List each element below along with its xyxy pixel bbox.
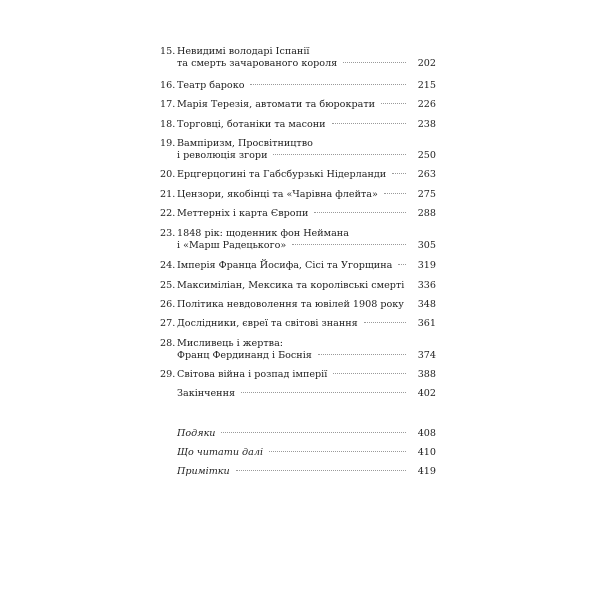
chapter-title-line: Максиміліан, Мексика та королівські смерті [177, 280, 405, 291]
page-number: 305 [417, 240, 436, 251]
chapter-number: 23. [160, 228, 176, 239]
chapter-title-last-line [177, 318, 412, 330]
backmatter-entry[interactable] [160, 466, 436, 478]
toc-entry[interactable] [160, 280, 436, 292]
dot-leader [292, 244, 406, 245]
chapter-number: 17. [160, 99, 176, 110]
page-number: 275 [417, 189, 436, 200]
chapter-title [177, 280, 412, 292]
dot-leader [384, 193, 406, 194]
chapter-number: 18. [160, 119, 176, 130]
chapter-title-last-line [177, 388, 412, 400]
toc-entry[interactable] [160, 169, 436, 181]
dot-leader [236, 470, 406, 471]
backmatter-line [177, 466, 412, 478]
page-number: 361 [417, 318, 436, 329]
chapter-title-line: Меттерніх і карта Європи [177, 208, 309, 219]
dot-leader [241, 392, 406, 393]
chapter-title [177, 80, 412, 92]
page-number: 319 [417, 260, 436, 271]
page-number: 374 [417, 350, 436, 361]
toc-entry[interactable] [160, 369, 436, 381]
backmatter-label: Що читати далі [177, 447, 264, 458]
toc-entry[interactable] [160, 299, 436, 311]
backmatter-entry[interactable] [160, 428, 436, 440]
chapter-number: 29. [160, 369, 176, 380]
chapter-title [177, 138, 412, 162]
backmatter-title [177, 428, 412, 440]
chapter-title [177, 299, 412, 311]
backmatter-line [177, 447, 412, 459]
chapter-number: 21. [160, 189, 176, 200]
backmatter-title [177, 466, 412, 478]
chapter-title-line: та смерть зачарованого короля [177, 58, 338, 69]
chapter-title-line: Ерцгерцогині та Габсбурзькі Нідерланди [177, 169, 387, 180]
backmatter-entry[interactable] [160, 447, 436, 459]
chapter-number: 26. [160, 299, 176, 310]
page-number: 402 [417, 388, 436, 399]
chapter-title-last-line [177, 280, 412, 292]
toc-entry[interactable] [160, 228, 436, 252]
dot-leader [269, 451, 406, 452]
chapter-title [177, 99, 412, 111]
toc-entry[interactable] [160, 260, 436, 272]
toc-entry[interactable] [160, 388, 436, 400]
chapter-title [177, 228, 412, 252]
chapter-number: 27. [160, 318, 176, 329]
chapter-title-last-line [177, 260, 412, 272]
chapter-number: 19. [160, 138, 176, 149]
chapter-title-line: Політика невдоволення та ювілей 1908 року [177, 299, 404, 310]
toc-entry[interactable] [160, 138, 436, 162]
page-number: 410 [417, 447, 436, 458]
dot-leader [364, 322, 406, 323]
chapter-number: 16. [160, 80, 176, 91]
chapter-title-last-line [177, 119, 412, 131]
toc-entry[interactable] [160, 46, 436, 70]
chapter-title-line: Франц Фердинанд і Боснія [177, 350, 312, 361]
dot-leader [318, 354, 406, 355]
page-number: 336 [417, 280, 436, 291]
chapter-title-line: Імперія Франца Йосифа, Сісі та Угорщина [177, 260, 393, 271]
chapter-title-line: Закінчення [177, 388, 236, 399]
chapter-title-line: Вампіризм, Просвітництво [177, 138, 313, 149]
chapter-title-last-line [177, 150, 412, 162]
backmatter-label: Примітки [177, 466, 230, 477]
toc-entry[interactable] [160, 318, 436, 330]
chapter-title-line: і «Марш Радецького» [177, 240, 287, 251]
chapter-title-last-line [177, 299, 412, 311]
chapter-title-line: Цензори, якобінці та «Чарівна флейта» [177, 189, 378, 200]
chapter-number: 15. [160, 46, 176, 57]
dot-leader [333, 373, 406, 374]
chapter-title-line: Торговці, ботаніки та масони [177, 119, 326, 130]
chapter-title-last-line [177, 189, 412, 201]
dot-leader [381, 103, 406, 104]
chapter-title [177, 119, 412, 131]
chapter-title [177, 189, 412, 201]
page-number: 408 [417, 428, 436, 439]
chapter-title-line: Марія Терезія, автомати та бюрократи [177, 99, 376, 110]
page-number: 419 [417, 466, 436, 477]
chapter-title-last-line [177, 240, 412, 252]
chapter-title-last-line [177, 208, 412, 220]
page-number: 250 [417, 150, 436, 161]
chapter-title-last-line [177, 99, 412, 111]
page-number: 238 [417, 119, 436, 130]
dot-leader [398, 264, 406, 265]
page-number: 202 [417, 58, 436, 69]
chapter-title [177, 260, 412, 272]
chapter-title-last-line [177, 80, 412, 92]
chapter-title-last-line [177, 169, 412, 181]
chapter-title-line: і революція згори [177, 150, 268, 161]
chapter-number: 22. [160, 208, 176, 219]
dot-leader [221, 432, 406, 433]
chapter-number: 25. [160, 280, 176, 291]
dot-leader [343, 62, 406, 63]
toc-entry[interactable] [160, 119, 436, 131]
page-number: 288 [417, 208, 436, 219]
chapter-title-line: Дослідники, євреї та світові знання [177, 318, 358, 329]
chapter-number: 24. [160, 260, 176, 271]
page-number: 215 [417, 80, 436, 91]
backmatter-label: Подяки [177, 428, 216, 439]
toc-entry[interactable] [160, 338, 436, 362]
page-number: 388 [417, 369, 436, 380]
chapter-title-last-line [177, 350, 412, 362]
chapter-title-line: Мисливець і жертва: [177, 338, 284, 349]
dot-leader [332, 123, 406, 124]
chapter-title-line: 1848 рік: щоденник фон Неймана [177, 228, 349, 239]
chapter-title [177, 318, 412, 330]
chapter-title [177, 338, 412, 362]
dot-leader [273, 154, 406, 155]
dot-leader [392, 173, 406, 174]
toc-entry[interactable] [160, 189, 436, 201]
backmatter-line [177, 428, 412, 440]
chapter-title-line: Невидимі володарі Іспанії [177, 46, 310, 57]
dot-leader [250, 84, 406, 85]
chapter-title [177, 208, 412, 220]
backmatter-title [177, 447, 412, 459]
chapter-title [177, 388, 412, 400]
page-number: 263 [417, 169, 436, 180]
chapter-title [177, 369, 412, 381]
chapter-title-line: Театр бароко [177, 80, 245, 91]
toc-entry[interactable] [160, 80, 436, 92]
chapter-title-last-line [177, 369, 412, 381]
chapter-number: 28. [160, 338, 176, 349]
page-number: 348 [417, 299, 436, 310]
chapter-title-line: Світова війна і розпад імперії [177, 369, 328, 380]
chapter-title [177, 46, 412, 70]
chapter-title [177, 169, 412, 181]
chapter-title-last-line [177, 58, 412, 70]
page-number: 226 [417, 99, 436, 110]
dot-leader [314, 212, 406, 213]
toc-entry[interactable] [160, 208, 436, 220]
toc-entry[interactable] [160, 99, 436, 111]
chapter-number: 20. [160, 169, 176, 180]
